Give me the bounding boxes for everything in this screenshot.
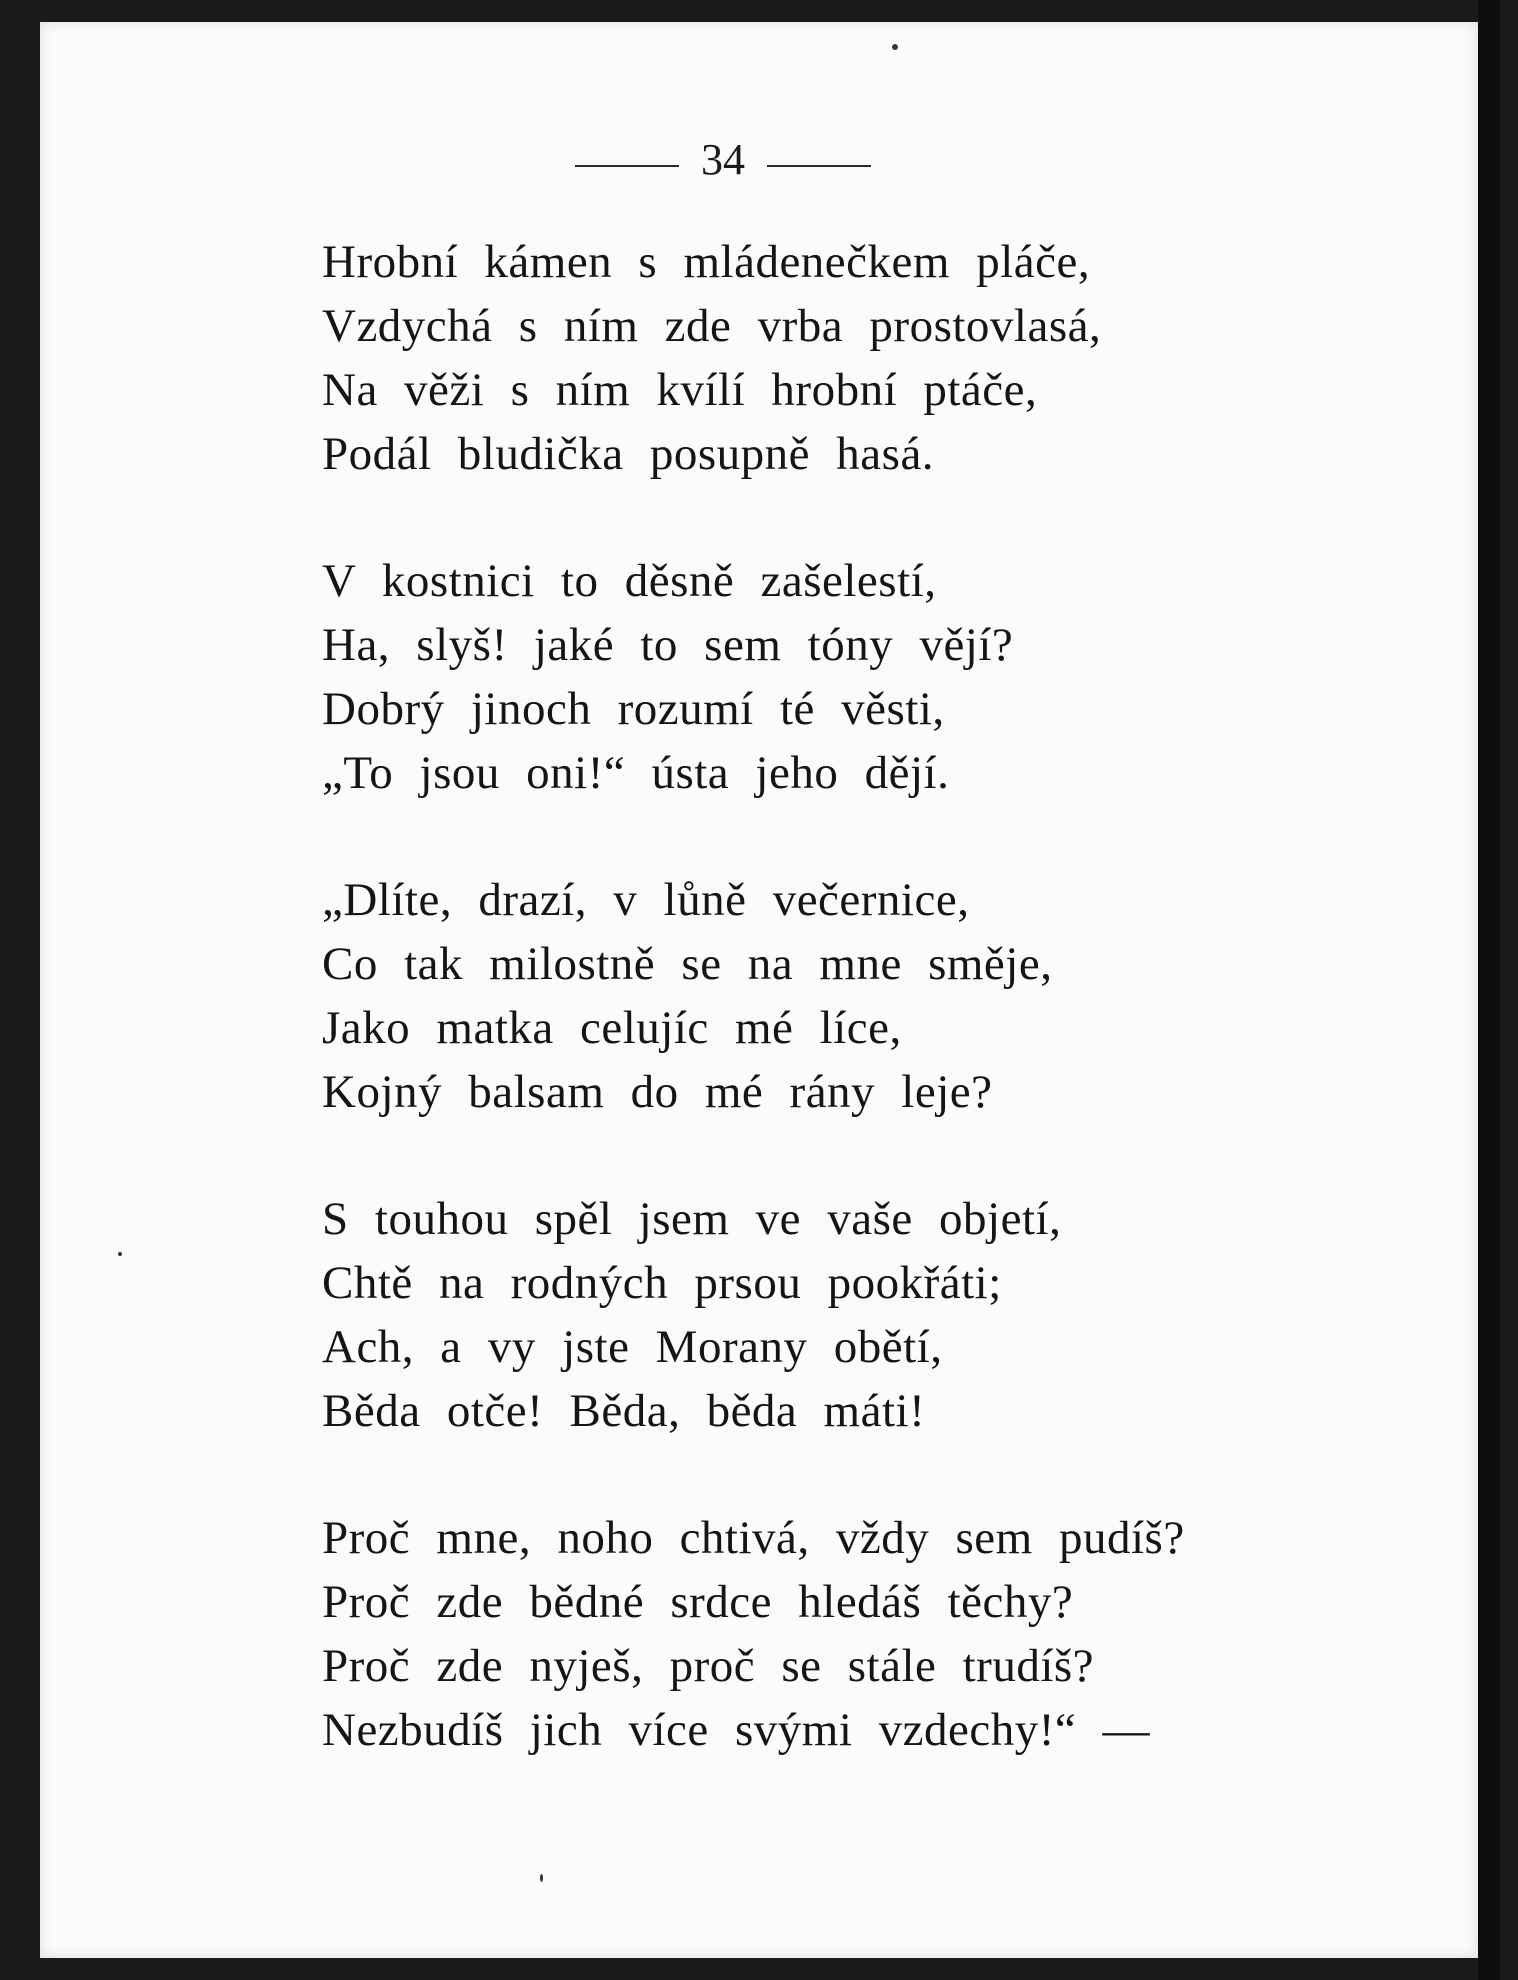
verse-line: Proč mne, noho chtivá, vždy sem pudíš? xyxy=(322,1512,1185,1564)
verse-line: Jako matka celujíc mé líce, xyxy=(322,1002,902,1054)
verse-line: Ach, a vy jste Morany obětí, xyxy=(322,1321,943,1373)
header-rule-right xyxy=(767,165,871,167)
verse-line: Kojný balsam do mé rány leje? xyxy=(322,1066,993,1118)
ink-speck xyxy=(540,1874,543,1882)
verse-line: Hrobní kámen s mládenečkem pláče, xyxy=(322,236,1091,288)
verse-line: Běda otče! Běda, běda máti! xyxy=(322,1385,926,1437)
verse-line: Nezbudíš jich více svými vzdechy!“ — xyxy=(322,1704,1151,1756)
verse-line: Ha, slyš! jaké to sem tóny vějí? xyxy=(322,619,1014,671)
verse-line: Podál bludička posupně hasá. xyxy=(322,428,935,480)
verse-line: Co tak milostně se na mne směje, xyxy=(322,938,1053,990)
stanza-2 xyxy=(322,549,1185,805)
page-header xyxy=(98,134,1348,185)
stanza-5 xyxy=(322,1506,1185,1762)
verse-line: Chtě na rodných prsou pookřáti; xyxy=(322,1257,1002,1309)
ink-speck xyxy=(118,1252,122,1256)
header-rule-left xyxy=(575,165,679,167)
ink-speck xyxy=(892,44,898,50)
stanza-1 xyxy=(322,230,1185,486)
verse-line: Proč zde nyješ, proč se stále trudíš? xyxy=(322,1640,1095,1692)
verse-line: V kostnici to děsně zašelestí, xyxy=(322,555,937,607)
verse-line: Na věži s ním kvílí hrobní ptáče, xyxy=(322,364,1038,416)
stanza-4 xyxy=(322,1187,1185,1443)
verse-line: „Dlíte, drazí, v lůně večernice, xyxy=(322,874,970,926)
verse-line: S touhou spěl jsem ve vaše objetí, xyxy=(322,1193,1062,1245)
verse-line: Dobrý jinoch rozumí té věsti, xyxy=(322,683,945,735)
verse-line: „To jsou oni!“ ústa jeho dějí. xyxy=(322,747,950,799)
poem-text xyxy=(322,230,1185,1762)
verse-line: Vzdychá s ním zde vrba prostovlasá, xyxy=(322,300,1102,352)
stanza-3 xyxy=(322,868,1185,1124)
verse-line: Proč zde bědné srdce hledáš těchy? xyxy=(322,1576,1074,1628)
page-number: 34 xyxy=(701,135,745,184)
page-edge-shadow xyxy=(1478,0,1500,1980)
